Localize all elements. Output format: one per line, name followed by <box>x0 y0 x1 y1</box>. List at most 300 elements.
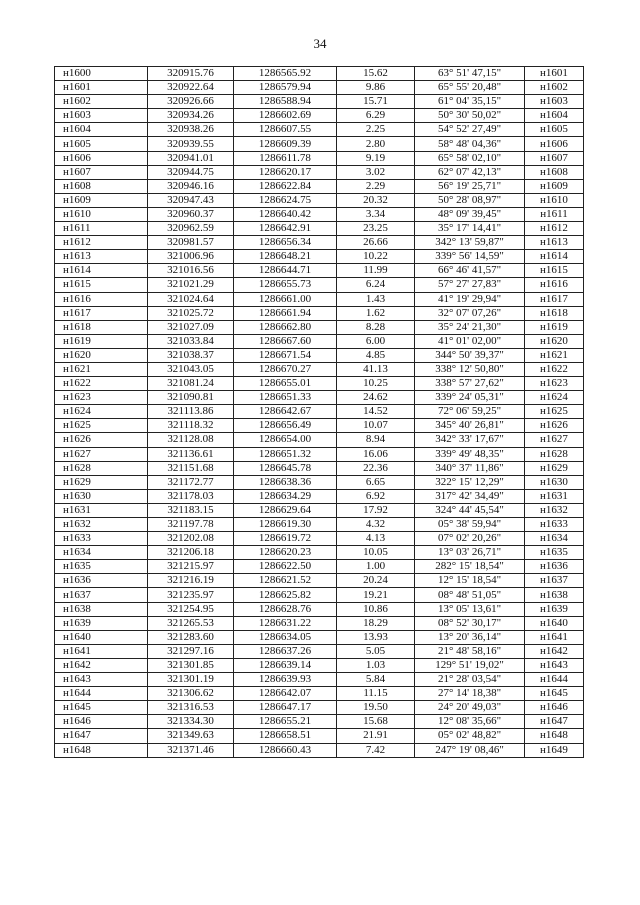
bearing-cell: 07° 02' 20,26" <box>415 532 525 546</box>
distance-cell: 4.85 <box>337 348 415 362</box>
point-from-cell: н1611 <box>55 222 148 236</box>
point-to-cell: н1622 <box>525 362 584 376</box>
table-row <box>55 137 584 151</box>
x-coordinate-cell: 321016.56 <box>148 264 234 278</box>
x-coordinate-cell: 320938.26 <box>148 123 234 137</box>
x-coordinate-cell: 320941.01 <box>148 151 234 165</box>
y-coordinate-cell: 1286619.30 <box>234 518 337 532</box>
y-coordinate-cell: 1286660.43 <box>234 743 337 757</box>
y-coordinate-cell: 1286671.54 <box>234 348 337 362</box>
point-to-cell: н1620 <box>525 334 584 348</box>
y-coordinate-cell: 1286638.36 <box>234 475 337 489</box>
distance-cell: 41.13 <box>337 362 415 376</box>
point-to-cell: н1641 <box>525 630 584 644</box>
distance-cell: 10.22 <box>337 250 415 264</box>
y-coordinate-cell: 1286628.76 <box>234 602 337 616</box>
y-coordinate-cell: 1286661.00 <box>234 292 337 306</box>
x-coordinate-cell: 321216.19 <box>148 574 234 588</box>
table-row <box>55 630 584 644</box>
bearing-cell: 54° 52' 27,49" <box>415 123 525 137</box>
y-coordinate-cell: 1286622.84 <box>234 179 337 193</box>
bearing-cell: 24° 20' 49,03" <box>415 701 525 715</box>
x-coordinate-cell: 321118.32 <box>148 419 234 433</box>
distance-cell: 22.36 <box>337 461 415 475</box>
distance-cell: 18.29 <box>337 616 415 630</box>
distance-cell: 26.66 <box>337 236 415 250</box>
x-coordinate-cell: 321206.18 <box>148 546 234 560</box>
point-to-cell: н1605 <box>525 123 584 137</box>
point-to-cell: н1647 <box>525 715 584 729</box>
table-row <box>55 123 584 137</box>
y-coordinate-cell: 1286621.52 <box>234 574 337 588</box>
point-from-cell: н1628 <box>55 461 148 475</box>
table-row <box>55 165 584 179</box>
bearing-cell: 63° 51' 47,15" <box>415 67 525 81</box>
bearing-cell: 50° 30' 50,02" <box>415 109 525 123</box>
distance-cell: 8.94 <box>337 433 415 447</box>
table-row <box>55 109 584 123</box>
x-coordinate-cell: 320981.57 <box>148 236 234 250</box>
x-coordinate-cell: 321136.61 <box>148 447 234 461</box>
point-to-cell: н1618 <box>525 306 584 320</box>
table-row <box>55 405 584 419</box>
y-coordinate-cell: 1286648.21 <box>234 250 337 264</box>
point-to-cell: н1628 <box>525 447 584 461</box>
y-coordinate-cell: 1286642.91 <box>234 222 337 236</box>
point-from-cell: н1624 <box>55 405 148 419</box>
point-to-cell: н1626 <box>525 419 584 433</box>
y-coordinate-cell: 1286634.29 <box>234 489 337 503</box>
point-to-cell: н1627 <box>525 433 584 447</box>
distance-cell: 10.07 <box>337 419 415 433</box>
bearing-cell: 41° 19' 29,94" <box>415 292 525 306</box>
x-coordinate-cell: 321151.68 <box>148 461 234 475</box>
distance-cell: 1.00 <box>337 560 415 574</box>
y-coordinate-cell: 1286629.64 <box>234 503 337 517</box>
y-coordinate-cell: 1286634.05 <box>234 630 337 644</box>
y-coordinate-cell: 1286642.07 <box>234 687 337 701</box>
y-coordinate-cell: 1286619.72 <box>234 532 337 546</box>
x-coordinate-cell: 321254.95 <box>148 602 234 616</box>
x-coordinate-cell: 321283.60 <box>148 630 234 644</box>
table-row <box>55 560 584 574</box>
x-coordinate-cell: 321197.78 <box>148 518 234 532</box>
bearing-cell: 65° 58' 02,10" <box>415 151 525 165</box>
table-row <box>55 306 584 320</box>
point-from-cell: н1614 <box>55 264 148 278</box>
y-coordinate-cell: 1286640.42 <box>234 207 337 221</box>
table-row <box>55 334 584 348</box>
point-from-cell: н1602 <box>55 95 148 109</box>
bearing-cell: 05° 38' 59,94" <box>415 518 525 532</box>
point-to-cell: н1634 <box>525 532 584 546</box>
x-coordinate-cell: 321301.85 <box>148 658 234 672</box>
bearing-cell: 57° 27' 27,83" <box>415 278 525 292</box>
point-from-cell: н1607 <box>55 165 148 179</box>
x-coordinate-cell: 321043.05 <box>148 362 234 376</box>
distance-cell: 11.15 <box>337 687 415 701</box>
distance-cell: 8.28 <box>337 320 415 334</box>
table-row <box>55 348 584 362</box>
distance-cell: 21.91 <box>337 729 415 743</box>
distance-cell: 1.43 <box>337 292 415 306</box>
table-row <box>55 151 584 165</box>
y-coordinate-cell: 1286607.55 <box>234 123 337 137</box>
y-coordinate-cell: 1286647.17 <box>234 701 337 715</box>
y-coordinate-cell: 1286661.94 <box>234 306 337 320</box>
distance-cell: 24.62 <box>337 391 415 405</box>
x-coordinate-cell: 321172.77 <box>148 475 234 489</box>
y-coordinate-cell: 1286620.23 <box>234 546 337 560</box>
point-from-cell: н1642 <box>55 658 148 672</box>
table-row <box>55 546 584 560</box>
bearing-cell: 35° 17' 14,41" <box>415 222 525 236</box>
point-from-cell: н1615 <box>55 278 148 292</box>
x-coordinate-cell: 320939.55 <box>148 137 234 151</box>
y-coordinate-cell: 1286637.26 <box>234 644 337 658</box>
point-to-cell: н1603 <box>525 95 584 109</box>
x-coordinate-cell: 321265.53 <box>148 616 234 630</box>
table-row <box>55 292 584 306</box>
point-from-cell: н1641 <box>55 644 148 658</box>
point-from-cell: н1600 <box>55 67 148 81</box>
bearing-cell: 342° 13' 59,87" <box>415 236 525 250</box>
y-coordinate-cell: 1286622.50 <box>234 560 337 574</box>
x-coordinate-cell: 321090.81 <box>148 391 234 405</box>
bearing-cell: 41° 01' 02,00" <box>415 334 525 348</box>
distance-cell: 14.52 <box>337 405 415 419</box>
table-row <box>55 574 584 588</box>
table-row <box>55 715 584 729</box>
distance-cell: 4.32 <box>337 518 415 532</box>
y-coordinate-cell: 1286655.01 <box>234 377 337 391</box>
table-row <box>55 207 584 221</box>
x-coordinate-cell: 321297.16 <box>148 644 234 658</box>
x-coordinate-cell: 321024.64 <box>148 292 234 306</box>
bearing-cell: 48° 09' 39,45" <box>415 207 525 221</box>
y-coordinate-cell: 1286620.17 <box>234 165 337 179</box>
distance-cell: 10.25 <box>337 377 415 391</box>
point-from-cell: н1620 <box>55 348 148 362</box>
point-from-cell: н1645 <box>55 701 148 715</box>
bearing-cell: 35° 24' 21,30" <box>415 320 525 334</box>
point-to-cell: н1646 <box>525 701 584 715</box>
x-coordinate-cell: 321371.46 <box>148 743 234 757</box>
x-coordinate-cell: 321021.29 <box>148 278 234 292</box>
table-row <box>55 391 584 405</box>
distance-cell: 7.42 <box>337 743 415 757</box>
table-row <box>55 701 584 715</box>
x-coordinate-cell: 320947.43 <box>148 193 234 207</box>
x-coordinate-cell: 321334.30 <box>148 715 234 729</box>
point-from-cell: н1609 <box>55 193 148 207</box>
bearing-cell: 338° 57' 27,62" <box>415 377 525 391</box>
distance-cell: 2.29 <box>337 179 415 193</box>
page-number: 34 <box>313 36 327 51</box>
point-to-cell: н1619 <box>525 320 584 334</box>
bearing-cell: 13° 20' 36,14" <box>415 630 525 644</box>
bearing-cell: 339° 49' 48,35" <box>415 447 525 461</box>
distance-cell: 6.00 <box>337 334 415 348</box>
point-to-cell: н1625 <box>525 405 584 419</box>
x-coordinate-cell: 320962.59 <box>148 222 234 236</box>
x-coordinate-cell: 321178.03 <box>148 489 234 503</box>
point-from-cell: н1647 <box>55 729 148 743</box>
point-to-cell: н1630 <box>525 475 584 489</box>
distance-cell: 20.32 <box>337 193 415 207</box>
x-coordinate-cell: 321128.08 <box>148 433 234 447</box>
point-to-cell: н1640 <box>525 616 584 630</box>
point-to-cell: н1606 <box>525 137 584 151</box>
distance-cell: 16.06 <box>337 447 415 461</box>
point-to-cell: н1637 <box>525 574 584 588</box>
point-to-cell: н1632 <box>525 503 584 517</box>
bearing-cell: 56° 19' 25,71" <box>415 179 525 193</box>
table-row <box>55 236 584 250</box>
y-coordinate-cell: 1286642.67 <box>234 405 337 419</box>
bearing-cell: 339° 56' 14,59" <box>415 250 525 264</box>
distance-cell: 3.02 <box>337 165 415 179</box>
bearing-cell: 50° 28' 08,97" <box>415 193 525 207</box>
point-from-cell: н1623 <box>55 391 148 405</box>
y-coordinate-cell: 1286625.82 <box>234 588 337 602</box>
point-from-cell: н1640 <box>55 630 148 644</box>
point-to-cell: н1629 <box>525 461 584 475</box>
y-coordinate-cell: 1286670.27 <box>234 362 337 376</box>
table-row <box>55 743 584 757</box>
table-row <box>55 475 584 489</box>
distance-cell: 5.05 <box>337 644 415 658</box>
x-coordinate-cell: 321183.15 <box>148 503 234 517</box>
table-row <box>55 588 584 602</box>
table-row <box>55 81 584 95</box>
bearing-cell: 72° 06' 59,25" <box>415 405 525 419</box>
y-coordinate-cell: 1286609.39 <box>234 137 337 151</box>
point-to-cell: н1621 <box>525 348 584 362</box>
table-row <box>55 602 584 616</box>
x-coordinate-cell: 320922.64 <box>148 81 234 95</box>
x-coordinate-cell: 321235.97 <box>148 588 234 602</box>
table-row <box>55 729 584 743</box>
y-coordinate-cell: 1286602.69 <box>234 109 337 123</box>
point-to-cell: н1613 <box>525 236 584 250</box>
point-to-cell: н1633 <box>525 518 584 532</box>
x-coordinate-cell: 321215.97 <box>148 560 234 574</box>
distance-cell: 10.86 <box>337 602 415 616</box>
point-from-cell: н1635 <box>55 560 148 574</box>
y-coordinate-cell: 1286565.92 <box>234 67 337 81</box>
table-row <box>55 67 584 81</box>
y-coordinate-cell: 1286662.80 <box>234 320 337 334</box>
point-to-cell: н1607 <box>525 151 584 165</box>
distance-cell: 2.25 <box>337 123 415 137</box>
table-row <box>55 362 584 376</box>
y-coordinate-cell: 1286588.94 <box>234 95 337 109</box>
table-row <box>55 377 584 391</box>
bearing-cell: 21° 48' 58,16" <box>415 644 525 658</box>
y-coordinate-cell: 1286639.93 <box>234 673 337 687</box>
distance-cell: 19.50 <box>337 701 415 715</box>
point-to-cell: н1611 <box>525 207 584 221</box>
bearing-cell: 61° 04' 35,15" <box>415 95 525 109</box>
bearing-cell: 282° 15' 18,54" <box>415 560 525 574</box>
point-to-cell: н1635 <box>525 546 584 560</box>
x-coordinate-cell: 320946.16 <box>148 179 234 193</box>
y-coordinate-cell: 1286645.78 <box>234 461 337 475</box>
distance-cell: 9.86 <box>337 81 415 95</box>
distance-cell: 15.62 <box>337 67 415 81</box>
table-row <box>55 193 584 207</box>
bearing-cell: 13° 03' 26,71" <box>415 546 525 560</box>
x-coordinate-cell: 321301.19 <box>148 673 234 687</box>
distance-cell: 9.19 <box>337 151 415 165</box>
point-from-cell: н1606 <box>55 151 148 165</box>
point-from-cell: н1643 <box>55 673 148 687</box>
point-from-cell: н1627 <box>55 447 148 461</box>
point-to-cell: н1639 <box>525 602 584 616</box>
y-coordinate-cell: 1286658.51 <box>234 729 337 743</box>
table-row <box>55 447 584 461</box>
y-coordinate-cell: 1286654.00 <box>234 433 337 447</box>
bearing-cell: 342° 33' 17,67" <box>415 433 525 447</box>
point-to-cell: н1609 <box>525 179 584 193</box>
point-to-cell: н1649 <box>525 743 584 757</box>
y-coordinate-cell: 1286631.22 <box>234 616 337 630</box>
point-from-cell: н1604 <box>55 123 148 137</box>
point-from-cell: н1626 <box>55 433 148 447</box>
x-coordinate-cell: 321038.37 <box>148 348 234 362</box>
y-coordinate-cell: 1286611.78 <box>234 151 337 165</box>
table-row <box>55 278 584 292</box>
point-from-cell: н1631 <box>55 503 148 517</box>
bearing-cell: 129° 51' 19,02" <box>415 658 525 672</box>
point-from-cell: н1630 <box>55 489 148 503</box>
distance-cell: 6.24 <box>337 278 415 292</box>
table-row <box>55 532 584 546</box>
point-from-cell: н1622 <box>55 377 148 391</box>
y-coordinate-cell: 1286655.21 <box>234 715 337 729</box>
table-row <box>55 687 584 701</box>
bearing-cell: 338° 12' 50,80" <box>415 362 525 376</box>
y-coordinate-cell: 1286656.34 <box>234 236 337 250</box>
point-from-cell: н1648 <box>55 743 148 757</box>
point-to-cell: н1608 <box>525 165 584 179</box>
distance-cell: 10.05 <box>337 546 415 560</box>
table-row <box>55 179 584 193</box>
bearing-cell: 32° 07' 07,26" <box>415 306 525 320</box>
point-from-cell: н1636 <box>55 574 148 588</box>
point-to-cell: н1645 <box>525 687 584 701</box>
bearing-cell: 345° 40' 26,81" <box>415 419 525 433</box>
bearing-cell: 247° 19' 08,46" <box>415 743 525 757</box>
point-to-cell: н1631 <box>525 489 584 503</box>
coordinates-table-body <box>55 67 584 758</box>
point-from-cell: н1634 <box>55 546 148 560</box>
x-coordinate-cell: 321025.72 <box>148 306 234 320</box>
point-from-cell: н1638 <box>55 602 148 616</box>
point-from-cell: н1618 <box>55 320 148 334</box>
x-coordinate-cell: 321033.84 <box>148 334 234 348</box>
bearing-cell: 13° 05' 13,61" <box>415 602 525 616</box>
point-from-cell: н1633 <box>55 532 148 546</box>
point-to-cell: н1648 <box>525 729 584 743</box>
point-from-cell: н1637 <box>55 588 148 602</box>
point-from-cell: н1605 <box>55 137 148 151</box>
table-row <box>55 503 584 517</box>
x-coordinate-cell: 321081.24 <box>148 377 234 391</box>
bearing-cell: 344° 50' 39,37" <box>415 348 525 362</box>
y-coordinate-cell: 1286656.49 <box>234 419 337 433</box>
distance-cell: 23.25 <box>337 222 415 236</box>
distance-cell: 1.03 <box>337 658 415 672</box>
x-coordinate-cell: 321349.63 <box>148 729 234 743</box>
point-to-cell: н1617 <box>525 292 584 306</box>
point-to-cell: н1614 <box>525 250 584 264</box>
table-row <box>55 616 584 630</box>
point-to-cell: н1623 <box>525 377 584 391</box>
point-from-cell: н1646 <box>55 715 148 729</box>
table-row <box>55 320 584 334</box>
point-from-cell: н1613 <box>55 250 148 264</box>
point-from-cell: н1610 <box>55 207 148 221</box>
point-from-cell: н1619 <box>55 334 148 348</box>
point-to-cell: н1615 <box>525 264 584 278</box>
distance-cell: 3.34 <box>337 207 415 221</box>
x-coordinate-cell: 321113.86 <box>148 405 234 419</box>
point-from-cell: н1644 <box>55 687 148 701</box>
y-coordinate-cell: 1286624.75 <box>234 193 337 207</box>
distance-cell: 17.92 <box>337 503 415 517</box>
table-row <box>55 264 584 278</box>
point-from-cell: н1625 <box>55 419 148 433</box>
point-to-cell: н1610 <box>525 193 584 207</box>
bearing-cell: 324° 44' 45,54" <box>415 503 525 517</box>
table-row <box>55 644 584 658</box>
point-to-cell: н1601 <box>525 67 584 81</box>
distance-cell: 6.65 <box>337 475 415 489</box>
bearing-cell: 339° 24' 05,31" <box>415 391 525 405</box>
x-coordinate-cell: 321306.62 <box>148 687 234 701</box>
bearing-cell: 27° 14' 18,38" <box>415 687 525 701</box>
bearing-cell: 21° 28' 03,54" <box>415 673 525 687</box>
point-from-cell: н1629 <box>55 475 148 489</box>
distance-cell: 2.80 <box>337 137 415 151</box>
point-from-cell: н1608 <box>55 179 148 193</box>
x-coordinate-cell: 321316.53 <box>148 701 234 715</box>
point-from-cell: н1617 <box>55 306 148 320</box>
distance-cell: 13.93 <box>337 630 415 644</box>
table-row <box>55 222 584 236</box>
point-to-cell: н1636 <box>525 560 584 574</box>
point-to-cell: н1604 <box>525 109 584 123</box>
table-row <box>55 518 584 532</box>
point-to-cell: н1616 <box>525 278 584 292</box>
y-coordinate-cell: 1286667.60 <box>234 334 337 348</box>
distance-cell: 5.84 <box>337 673 415 687</box>
bearing-cell: 65° 55' 20,48" <box>415 81 525 95</box>
bearing-cell: 12° 15' 18,54" <box>415 574 525 588</box>
table-row <box>55 673 584 687</box>
x-coordinate-cell: 320934.26 <box>148 109 234 123</box>
bearing-cell: 12° 08' 35,66" <box>415 715 525 729</box>
point-to-cell: н1624 <box>525 391 584 405</box>
table-row <box>55 419 584 433</box>
coordinates-table <box>54 66 584 758</box>
y-coordinate-cell: 1286639.14 <box>234 658 337 672</box>
point-from-cell: н1601 <box>55 81 148 95</box>
distance-cell: 4.13 <box>337 532 415 546</box>
x-coordinate-cell: 321202.08 <box>148 532 234 546</box>
